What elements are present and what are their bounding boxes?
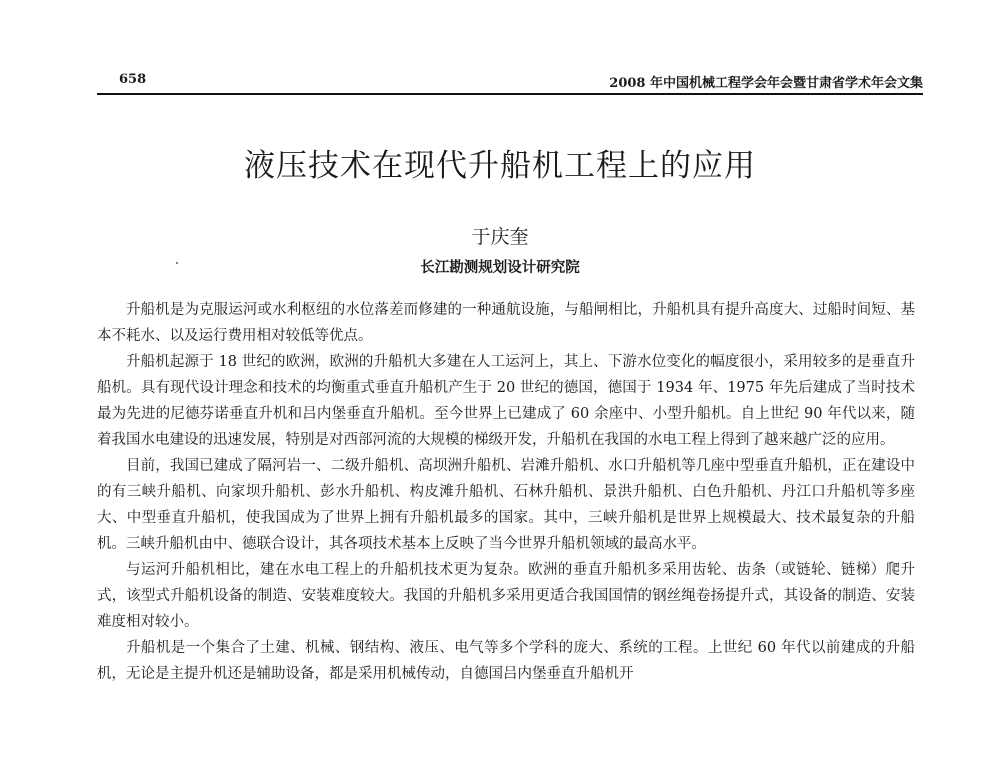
article-body (97, 297, 915, 687)
body-paragraph-3: 目前，我国已建成了隔河岩一、二级升船机、高坝洲升船机、岩滩升船机、水口升船机等几座中型垂直升船机，正在建设中的有三峡升船机、向家坝升船机、彭水升船机、构皮滩升船机、石林升船机、景洪升船机、白色升船机、丹江口升船机等多座大、中型垂直升船机，使我国成为了世界上拥有升船机最多的国家。其中，三峡升船机是世界上规模最大、技术最复杂的升船机。三峡升船机由中、德联合设计，其各项技术基本上反映了当今世界升船机领域的最高水平。 (97, 458, 915, 552)
body-paragraph-1: 升船机是为克服运河或水利枢纽的水位落差而修建的一种通航设施，与船闸相比，升船机具有提升高度大、过船时间短、基本不耗水、以及运行费用相对较低等优点。 (97, 302, 915, 344)
author-name: 于庆奎 (471, 226, 529, 248)
author-affiliation: 长江勘测规划设计研究院 (420, 260, 580, 276)
article-title: 液压技术在现代升船机工程上的应用 (244, 148, 756, 184)
body-paragraph-5: 升船机是一个集合了土建、机械、钢结构、液压、电气等多个学科的庞大、系统的工程。上世纪 60 年代以前建成的升船机，无论是主提升机还是辅助设备，都是采用机械传动，自德国吕内堡垂直升船机开 (97, 640, 915, 682)
body-paragraph-2: 升船机起源于 18 世纪的欧洲，欧洲的升船机大多建在人工运河上，其上、下游水位变化的幅度很小，采用较多的是垂直升船机。具有现代设计理念和技术的均衡重式垂直升船机产生于 20 世纪的德国，德国于 1934 年、1975 年先后建成了当时技术最为先进的尼德芬诺垂直升机和吕内堡垂直升船机。至今世界上已建成了 60 余座中、小型升船机。自上世纪 90 年代以来，随着我国水电建设的迅速发展，特别是对西部河流的大规模的梯级开发，升船机在我国的水电工程上得到了越来越广泛的应用。 (97, 354, 915, 448)
running-header (97, 72, 923, 94)
header-rule (97, 93, 923, 95)
page-number: 658 (119, 72, 147, 87)
body-paragraph-4: 与运河升船机相比，建在水电工程上的升船机技术更为复杂。欧洲的垂直升船机多采用齿轮、齿条（或链轮、链梯）爬升式，该型式升船机设备的制造、安装难度较大。我国的升船机多采用更适合我国国情的钢丝绳卷扬提升式，其设备的制造、安装难度相对较小。 (97, 562, 915, 630)
running-title: 2008 年中国机械工程学会年会暨甘肃省学术年会文集 (609, 76, 923, 91)
